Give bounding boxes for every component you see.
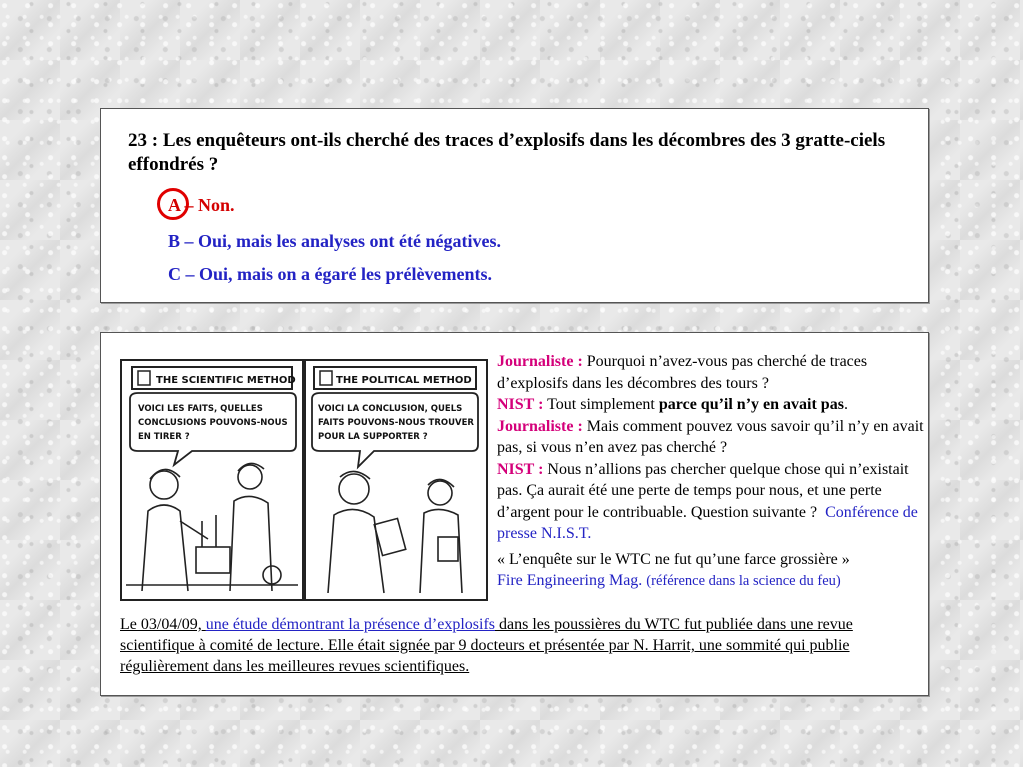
fire-engineering-quote: « L’enquête sur le WTC ne fut qu’une farce grossière » [497, 550, 850, 568]
question-text: 23 : Les enquêteurs ont-ils cherché des traces d’explosifs dans les décombres des 3 gratte-ciels effondrés ? [128, 130, 886, 175]
source-note: (référence dans la science du feu) [646, 573, 841, 589]
cartoon-right-bubble-1: VOICI LA CONCLUSION, QUELS [318, 404, 463, 414]
speaker-journalist: Journaliste : [497, 353, 583, 370]
cartoon-left-bubble-3: EN TIRER ? [138, 432, 190, 442]
q1-text: Pourquoi n’avez-vous pas cherché de traces d’explosifs dans les décombres des tours ? [497, 353, 868, 392]
a1-text: Tout simplement [547, 396, 655, 413]
quiz-panel [100, 108, 929, 303]
q2-text: Mais comment pouvez vous savoir qu’il n’y en avait pas, si vous n’en avez pas cherché ? [497, 417, 924, 456]
footer-rest: dans les poussières du WTC fut publiée dans une revue scientifique à comité de lecture. Elle était signée par 9 docteurs et présentée par N. Harrit, une sommité qui publie régulièrement dans les meilleures revues scientifiques. [120, 616, 853, 675]
cartoon-right-title: THE POLITICAL METHOD [336, 375, 472, 386]
dialogue-text [497, 351, 927, 593]
footer-date: Le 03/04/09, [120, 616, 202, 633]
speaker-nist: NIST : [497, 460, 544, 478]
dialogue-a1 [497, 394, 927, 416]
speaker-nist: NIST : [497, 396, 544, 413]
answer-b[interactable]: B – Oui, mais les analyses ont été négatives. [168, 231, 501, 251]
answer-c[interactable]: C – Oui, mais on a égaré les prélèvements. [168, 264, 492, 284]
source-nist-conference: Conférence de presse N.I.S.T. [497, 503, 918, 542]
study-link[interactable]: une étude démontrant la présence d’explosifs [205, 616, 495, 633]
dialogue-q2 [497, 416, 927, 459]
quote-source [497, 570, 927, 593]
answer-a[interactable]: A – Non. [168, 195, 235, 215]
a2-text: Nous n’allions pas chercher quelque chose qui n’existait pas. Ça aurait été une perte de temps pour nous, et une perte d’argent pour le contribuable. Question suivante ? [497, 460, 909, 521]
source-fire-engineering: Fire Engineering Mag. [497, 572, 643, 589]
a1-bold: parce qu’il n’y en avait pas [658, 396, 844, 413]
story-panel [100, 332, 929, 696]
cartoon-image [120, 359, 488, 601]
cartoon-right-bubble-2: FAITS POUVONS-NOUS TROUVER [318, 418, 474, 428]
dialogue-q1 [497, 351, 927, 394]
cartoon-left-bubble-1: VOICI LES FAITS, QUELLES [138, 404, 263, 414]
cartoon-left-title: THE SCIENTIFIC METHOD [156, 375, 296, 386]
dialogue-a2 [497, 459, 927, 545]
footer-text [120, 614, 910, 677]
cartoon-right-bubble-3: POUR LA SUPPORTER ? [318, 432, 428, 442]
a1-post: . [843, 396, 848, 413]
speaker-journalist: Journaliste : [497, 417, 583, 435]
cartoon-left-bubble-2: CONCLUSIONS POUVONS-NOUS [138, 418, 288, 428]
